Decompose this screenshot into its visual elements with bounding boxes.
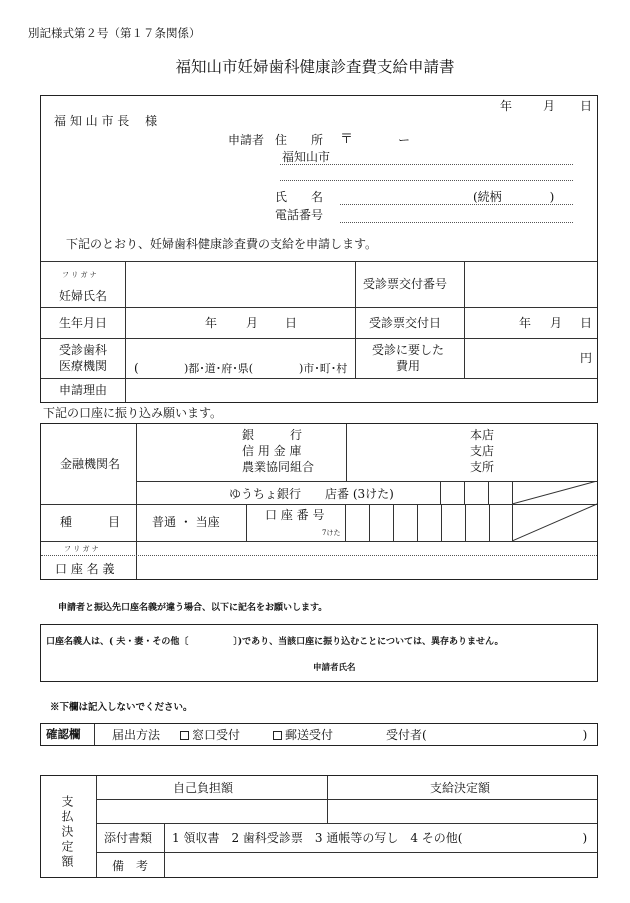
clinic-open-paren: ( (134, 361, 139, 375)
payment-rule (96, 776, 97, 877)
office-use-note: ※下欄は記入しないでください。 (50, 702, 193, 713)
mail-option[interactable] (273, 729, 333, 741)
branch-shisho: 支所 (470, 460, 495, 474)
address-line-2[interactable] (280, 180, 573, 181)
store-digit-cell[interactable] (488, 481, 489, 504)
account-digit-cell[interactable] (345, 504, 346, 541)
self-pay-header: 自己負担額 (173, 781, 234, 795)
bank-intro: 下記の口座に振り込み願います。 (43, 406, 223, 420)
name-label: 氏 名 (275, 190, 324, 204)
decided-header: 支給決定額 (430, 781, 491, 795)
page-title: 福知山市妊婦歯科健康診査費支給申請書 (175, 58, 455, 76)
form-number: 別記様式第２号（第１７条関係） (28, 26, 201, 40)
clinic-city: )市･町･村 (299, 362, 348, 375)
ticket-date-year: 年 (519, 316, 532, 330)
checkbox-icon[interactable] (180, 731, 189, 740)
diagonal-strike-lower (512, 504, 597, 541)
phone-label: 電話番号 (275, 208, 324, 222)
ticket-date-month: 月 (550, 316, 563, 330)
seven-digits-note: 7けた (322, 529, 341, 537)
date-day: 日 (580, 99, 593, 113)
method-label: 届出方法 (112, 728, 161, 742)
applicant-sign-label: 申請者氏名 (313, 663, 356, 673)
window-option[interactable] (180, 729, 240, 741)
cost-label-2: 費用 (396, 359, 421, 373)
account-holder-label: 口 座 名 義 (55, 562, 115, 576)
phone-line[interactable] (340, 222, 573, 223)
dob-month: 月 (246, 316, 259, 330)
bank-rule (246, 504, 247, 541)
diagonal-strike-upper (512, 481, 597, 504)
account-digit-cell[interactable] (441, 504, 442, 541)
account-digit-cell[interactable] (465, 504, 466, 541)
account-digit-cell[interactable] (417, 504, 418, 541)
clinic-label-2: 医療機関 (59, 359, 108, 373)
attachments-label: 添付書類 (104, 831, 153, 845)
window-label: 窓口受付 (192, 728, 241, 742)
payment-rule (96, 799, 597, 800)
holder-furigana-label: フ リ ガ ナ (64, 545, 99, 553)
receiver-field[interactable]: 受付者( ) (386, 728, 588, 742)
branch-shiten: 支店 (470, 444, 495, 458)
diagonal-strikes (512, 481, 598, 541)
clinic-prefecture: )都･道･府･県( (184, 362, 254, 375)
yen-unit: 円 (580, 351, 593, 365)
payment-side-label: 支払決定額 (60, 795, 74, 870)
ticket-date-label: 受診票交付日 (369, 316, 442, 330)
city-prefix[interactable]: 福知山市 (282, 150, 331, 164)
ticket-date-day: 日 (580, 316, 593, 330)
pregnant-name-label: 妊婦氏名 (59, 289, 108, 303)
payment-rule (164, 823, 165, 877)
ticket-number-label: 受診票交付番号 (363, 277, 448, 291)
addressee: 福 知 山 市 長 様 (54, 114, 158, 128)
account-digit-cell[interactable] (489, 504, 490, 541)
confirm-label: 確認欄 (46, 727, 81, 741)
reason-label: 申請理由 (59, 383, 108, 397)
furigana-divider (41, 555, 597, 556)
table-rule (125, 261, 126, 402)
date-year: 年 (500, 99, 513, 113)
name-mismatch-note: 申請者と振込先口座名義が違う場合、以下に記名をお願いします。 (58, 603, 328, 613)
postal-mark: 〒 (340, 132, 354, 147)
table-rule (464, 261, 465, 378)
postal-dash: ー (398, 133, 411, 147)
payment-rule (96, 852, 597, 853)
relation-field[interactable]: (続柄 ) (473, 190, 555, 204)
checkbox-icon[interactable] (273, 731, 282, 740)
dob-day: 日 (285, 316, 298, 330)
applicant-label: 申請者 (228, 133, 265, 147)
consent-text: 口座名義人は、( 夫・妻・その他〔 〕)であり、当該口座に振り込むことについては、異存ありません。 (46, 637, 504, 647)
remarks-label: 備 考 (112, 859, 149, 873)
bank-type-bank: 銀 行 (242, 428, 303, 442)
date-month: 月 (543, 99, 556, 113)
table-rule (355, 261, 356, 378)
account-type-label: 種 目 (60, 515, 121, 529)
bank-rule (346, 424, 347, 481)
institution-label: 金融機関名 (60, 457, 121, 471)
yucho-label: ゆうちょ銀行 店番 (3けた) (229, 487, 394, 501)
attachments-list: 1 領収書 2 歯科受診票 3 通帳等の写し 4 その他( ) (172, 831, 588, 845)
name-line[interactable] (340, 204, 573, 205)
mail-label: 郵送受付 (285, 728, 334, 742)
account-digit-cell[interactable] (393, 504, 394, 541)
bank-rule (41, 541, 597, 542)
account-digit-cell[interactable] (369, 504, 370, 541)
address-label: 住 所 (275, 133, 324, 147)
cost-label-1: 受診に要した (372, 343, 445, 357)
consent-box (40, 624, 598, 682)
address-line-1[interactable] (280, 164, 573, 165)
confirm-rule (94, 724, 95, 745)
dob-label: 生年月日 (59, 316, 108, 330)
store-digit-cell[interactable] (440, 481, 441, 504)
store-digit-cell[interactable] (464, 481, 465, 504)
bank-type-nokyo: 農業協同組合 (242, 460, 315, 474)
clinic-label-1: 受診歯科 (59, 343, 108, 357)
application-statement: 下記のとおり、妊婦歯科健康診査費の支給を申請します。 (66, 237, 378, 251)
bank-type-shinkin: 信 用 金 庫 (242, 444, 302, 458)
account-number-label: 口 座 番 号 (265, 508, 325, 522)
branch-honten: 本店 (470, 428, 495, 442)
payment-rule (96, 823, 597, 824)
dob-year: 年 (205, 316, 218, 330)
furigana-label: フ リ ガ ナ (62, 271, 97, 279)
account-type-value[interactable]: 普通 ・ 当座 (152, 515, 220, 529)
